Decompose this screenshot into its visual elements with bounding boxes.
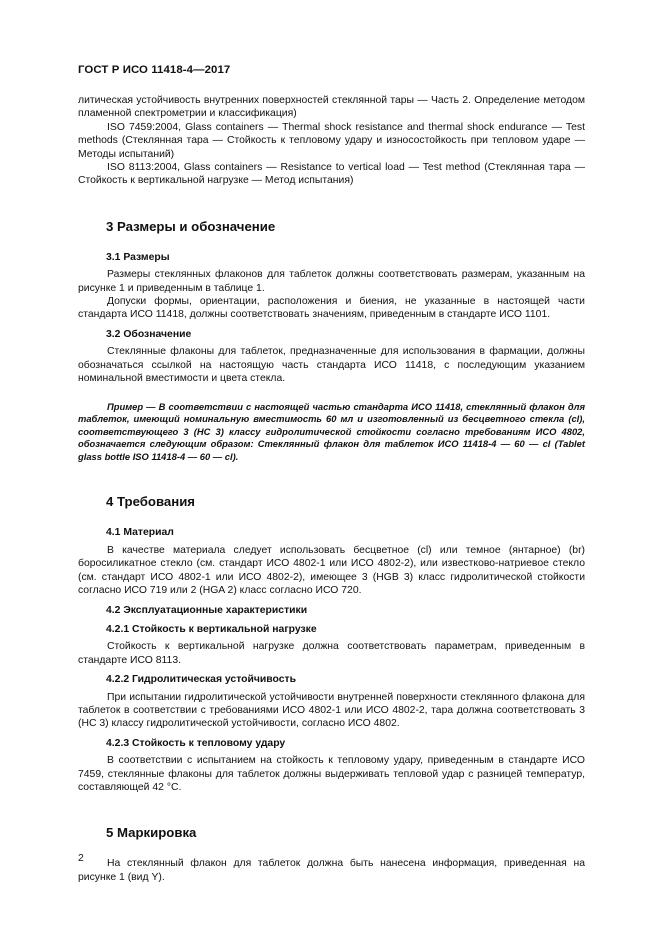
reference-continuation: литическая устойчивость внутренних поверхностей стеклянной тары — Часть 2. Определение методом пламенной спектрометрии и классификация) [78, 95, 585, 120]
paragraph-4-2-1-vertical-load: Стойкость к вертикальной нагрузке должна соответствовать параметрам, приведенным в стандарте ИСО 8113. [78, 641, 585, 666]
paragraph-3-1-dimensions: Размеры стеклянных флаконов для таблеток должны соответствовать размерам, указанным на рисунке 1 и приведенным в таблице 1. [78, 269, 585, 294]
paragraph-3-1-tolerances: Допуски формы, ориентации, расположения и биения, не указанные в настоящей части стандарта ИСО 11418, должны соответствовать значениям, приведенным в стандарте ИСО 1101. [78, 296, 585, 321]
page-number: 2 [78, 853, 84, 864]
subsection-4-2-heading: 4.2 Эксплуатационные характеристики [106, 604, 308, 616]
paragraph-4-2-2-hydrolytic: При испытании гидролитической устойчивости внутренней поверхности стеклянного флакона для таблеток в соответствии с требованиями ИСО 4802-1 или ИСО 4802-2, тара должна соответствовать 3 (HC 3) классу гидролитической устойчивости, согласно ИСО 4802. [78, 691, 585, 730]
document-header: ГОСТ Р ИСО 11418-4—2017 [78, 64, 231, 76]
section-5-heading: 5 Маркировка [106, 825, 197, 841]
document-body [78, 94, 585, 884]
paragraph-4-2-3-thermal-shock: В соответствии с испытанием на стойкость к тепловому удару, приведенным в стандарте ИСО 7459, стеклянные флаконы для таблеток должны выдерживать тепловой удар с разницей температур, составляющей 42 °С. [78, 755, 585, 793]
subsection-3-1-heading: 3.1 Размеры [106, 251, 170, 263]
subsection-4-2-2-heading: 4.2.2 Гидролитическая устойчивость [106, 674, 297, 686]
designation-example: Пример — В соответствии с настоящей частью стандарта ИСО 11418, стеклянный флакон для таблеток, имеющий номинальную вместимость 60 мл и изготовленный из бесцветного стекла (cl), соответствующего 3 (HC 3) классу гидролитической стойкости согласно требованиям ИСО 4802, обозначается следующим образом: Стеклянный флакон для таблеток ИСО 11418-4 — 60 — cl (Tablet glass bottle ISO 11418-4 — 60 — cl). [78, 400, 585, 462]
subsection-4-2-3-heading: 4.2.3 Стойкость к тепловому удару [106, 737, 286, 749]
section-3-heading: 3 Размеры и обозначение [106, 218, 276, 234]
paragraph-3-2-designation: Стеклянные флаконы для таблеток, предназначенные для использования в фармации, должны обозначаться ссылкой на настоящую часть стандарта ИСО 11418, с последующим указанием номинальной вместимости и цвета стекла. [78, 346, 585, 385]
section-4-heading: 4 Требования [106, 494, 196, 510]
subsection-3-2-heading: 3.2 Обозначение [106, 328, 192, 340]
reference-iso-8113: ISO 8113:2004, Glass containers — Resistance to vertical load — Test method (Стеклянная тара — Стойкость к вертикальной нагрузке — Метод испытания) [78, 162, 585, 187]
paragraph-4-1-material: В качестве материала следует использовать бесцветное (cl) или темное (янтарное) (br) боросиликатное стекло (см. стандарт ИСО 4802-1 или ИСО 4802-2), или известково-натриевое стекло (см. стандарт ИСО 4802-1 или ИСО 4802-2), имеющее 3 (HGB 3) класс гидролитической стойкости согласно ИСО 719 или 2 (HGA 2) класс согласно ИСО 720. [78, 544, 585, 597]
reference-iso-7459: ISO 7459:2004, Glass containers — Thermal shock resistance and thermal shock endurance — Test methods (Стеклянная тара — Стойкость к тепловому удару и износостойкость при тепловом ударе — Методы испытаний) [78, 121, 585, 160]
subsection-4-2-1-heading: 4.2.1 Стойкость к вертикальной нагрузке [106, 623, 317, 635]
subsection-4-1-heading: 4.1 Материал [106, 527, 174, 539]
paragraph-5-marking: На стеклянный флакон для таблеток должна быть нанесена информация, приведенная на рисунке 1 (вид Y). [78, 858, 585, 883]
